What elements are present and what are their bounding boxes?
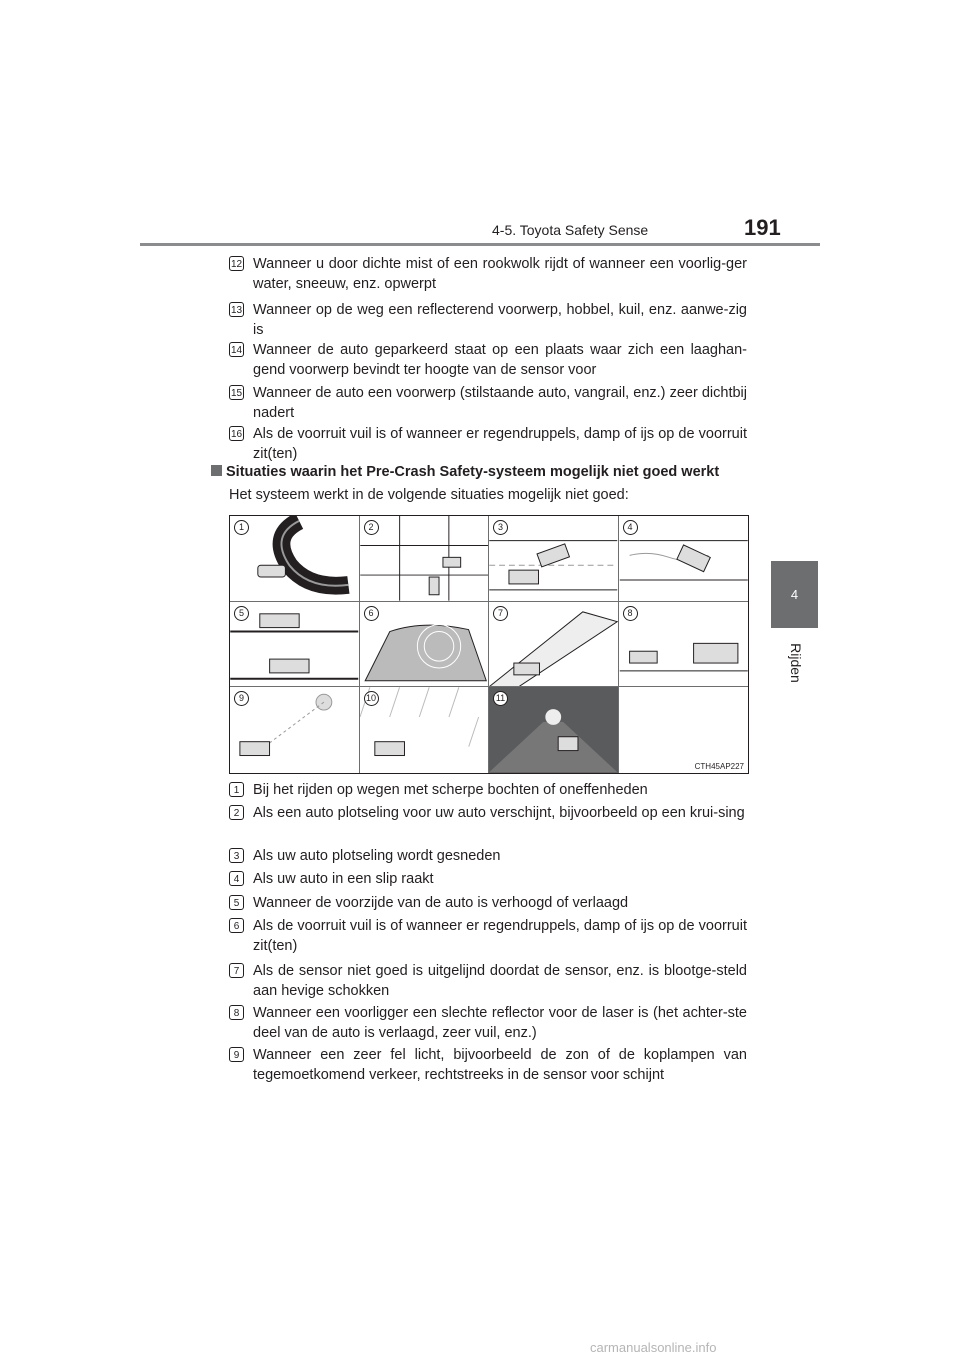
figure-code: CTH45AP227 [694,761,744,771]
figure-panel-windshield [360,602,490,688]
panel-number: 1 [234,520,249,535]
item-text: Wanneer de voorzijde van de auto is verhoogd of verlaagd [253,895,629,911]
list-item [229,1003,747,1043]
page-number: 191 [744,215,781,240]
item-number: 13 [229,302,244,317]
figure-panel-empty [619,687,749,773]
list-item [229,961,747,1001]
panel-number: 3 [493,520,508,535]
section-intro: Het systeem werkt in de volgende situaties mogelijk niet goed: [229,487,629,503]
item-number: 2 [229,805,244,820]
list-item [229,803,747,823]
item-text: Wanneer op de weg een reflecterend voorwerp, hobbel, kuil, enz. aanwe-zig is [253,302,747,338]
list-item [229,780,747,800]
item-number: 12 [229,256,244,271]
item-text: Wanneer de auto geparkeerd staat op een plaats waar zich een laaghan-gend voorwerp bevindt ter hoogte van de sensor voor [253,342,747,378]
panel-number: 2 [364,520,379,535]
figure-panel-poor-reflector [619,602,749,688]
item-text: Bij het rijden op wegen met scherpe bochten of oneffenheden [253,782,648,798]
item-number: 6 [229,918,244,933]
section-heading [211,464,719,480]
list-item [229,383,747,423]
figure-panel-bright-light [230,687,360,773]
item-text: Wanneer een zeer fel licht, bijvoorbeeld de zon of de koplampen van tegemoetkomend verkeer, rechtstreeks in de sensor voor schijnt [253,1047,747,1083]
item-text: Als een auto plotseling voor uw auto verschijnt, bijvoorbeeld op een krui-sing [253,805,745,821]
figure-panel-cut-in [489,516,619,602]
item-number: 9 [229,1047,244,1062]
figure-panel-misaligned-sensor [489,602,619,688]
item-number: 8 [229,1005,244,1020]
list-item [229,300,747,340]
item-text: Wanneer u door dichte mist of een rookwolk rijdt of wanneer een voorlig-ger water, sneeuw, enz. opwerpt [253,256,747,292]
figure-panel-intersection [360,516,490,602]
item-text: Als de sensor niet goed is uitgelijnd doordat de sensor, enz. is blootge-steld aan hevige schokken [253,963,747,999]
panel-number: 11 [493,691,508,706]
figure-panel-skid [619,516,749,602]
heading-square-icon [211,465,222,476]
figure-panel-raised-front [230,602,360,688]
illustration-grid [229,515,749,774]
list-item [229,340,747,380]
figure-panel-rain [360,687,490,773]
item-number: 5 [229,895,244,910]
figure-panel-curve [230,516,360,602]
item-number: 14 [229,342,244,357]
item-text: Wanneer de auto een voorwerp (stilstaande auto, vangrail, enz.) zeer dichtbij nadert [253,385,747,421]
list-item [229,1045,747,1085]
item-text: Als de voorruit vuil is of wanneer er regendruppels, damp of ijs op de voorruit zit(ten) [253,426,747,462]
item-text: Als de voorruit vuil is of wanneer er regendruppels, damp of ijs op de voorruit zit(ten) [253,918,747,954]
panel-number: 7 [493,606,508,621]
item-text: Wanneer een voorligger een slechte reflector voor de laser is (het achter-ste deel van de auto is verlaagd, zeer vuil, enz.) [253,1005,747,1041]
header-section-title: 4-5. Toyota Safety Sense [492,222,649,238]
list-item [229,254,747,294]
panel-number: 6 [364,606,379,621]
item-number: 16 [229,426,244,441]
panel-number: 8 [623,606,638,621]
chapter-tab-label [786,633,806,693]
panel-number: 10 [364,691,379,706]
item-text: Als uw auto plotseling wordt gesneden [253,848,501,864]
item-number: 15 [229,385,244,400]
list-item [229,869,747,889]
item-number: 3 [229,848,244,863]
chapter-label: Rijden [788,643,804,683]
chapter-tab [771,561,818,628]
list-item [229,424,747,464]
list-item [229,916,747,956]
list-item [229,893,747,913]
figure-panel-tunnel [489,687,619,773]
chapter-number: 4 [790,587,799,602]
section-heading-text: Situaties waarin het Pre-Crash Safety-systeem mogelijk niet goed werkt [226,464,720,480]
item-number: 4 [229,871,244,886]
list-item [229,846,747,866]
item-number: 1 [229,782,244,797]
panel-number: 9 [234,691,249,706]
item-text: Als uw auto in een slip raakt [253,871,434,887]
item-number: 7 [229,963,244,978]
panel-number: 4 [623,520,638,535]
header-divider [140,243,820,246]
watermark: carmanualsonline.info [590,1340,717,1355]
panel-number: 5 [234,606,249,621]
